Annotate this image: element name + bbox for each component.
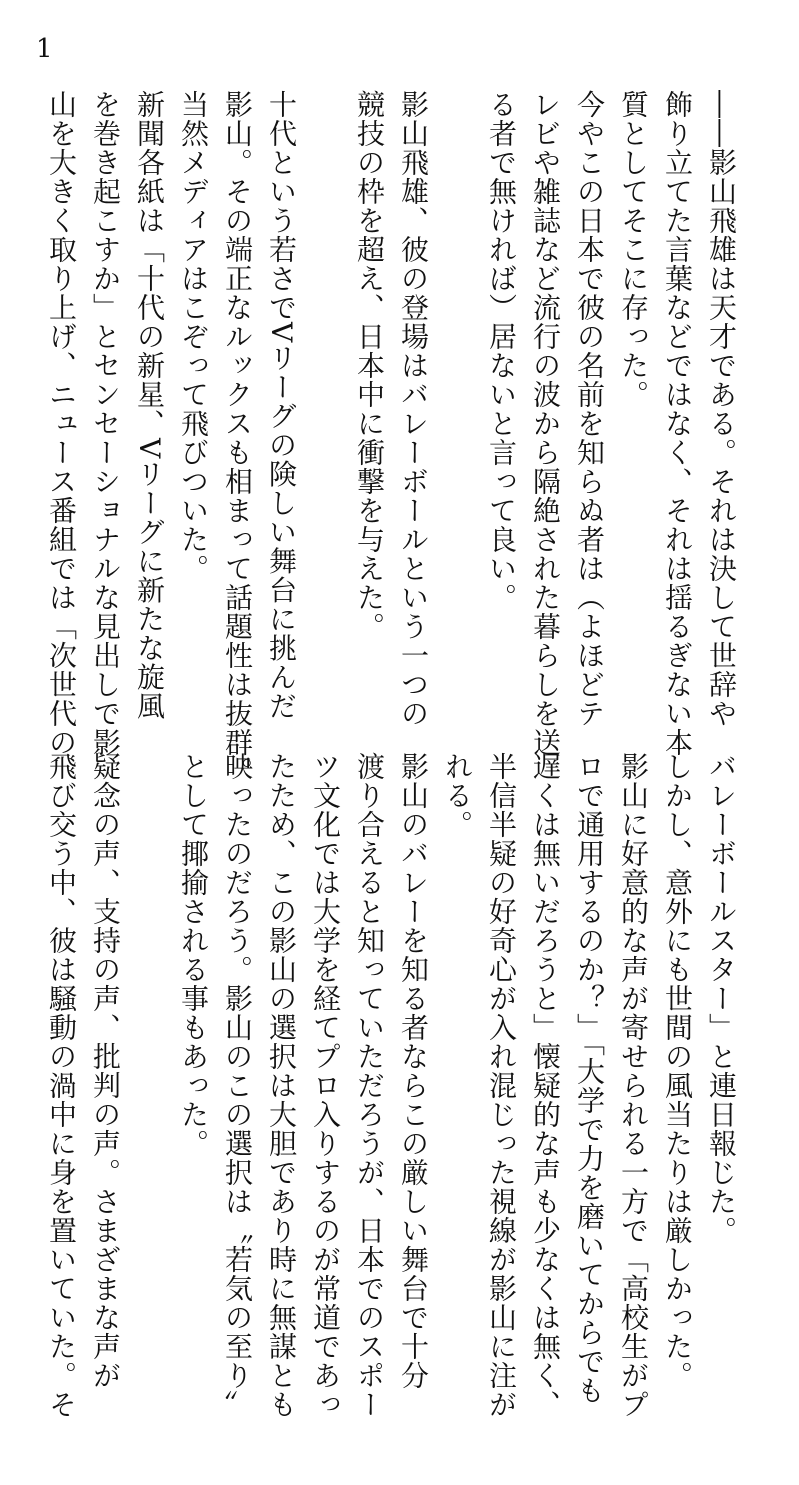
text-line: 当然メディアはこぞって飛びついた。 bbox=[177, 90, 210, 583]
text-line: 飛び交う中、彼は騒動の渦中に身を置いていた。そ bbox=[45, 752, 78, 1419]
text-line: 競技の枠を超え、日本中に衝撃を与えた。 bbox=[353, 90, 386, 641]
text-line: ツ文化では大学を経てプロ入りするのが常道であっ bbox=[309, 752, 342, 1419]
text-line: レビや雑誌など流行の波から隔絶された暮らしを送 bbox=[529, 90, 562, 757]
paragraph-gap bbox=[435, 90, 479, 730]
text-line: たため、この影山の選択は大胆であり時に無謀とも bbox=[265, 752, 298, 1419]
text-line: 疑念の声、支持の声、批判の声。さまざまな声が bbox=[89, 752, 122, 1390]
text-line: 遅くは無いだろうと」懐疑的な声も少なくは無く、 bbox=[529, 752, 562, 1419]
text-line: 今やこの日本で彼の名前を知らぬ者は（よほどテ bbox=[573, 90, 606, 728]
text-line: 影山に好意的な声が寄せられる一方で「高校生がプ bbox=[617, 752, 650, 1419]
text-line: を巻き起こすか」とセンセーショナルな見出しで影 bbox=[89, 90, 122, 757]
text-line: 十代という若さでVリーグの険しい舞台に挑んだ bbox=[265, 90, 298, 721]
text-line: 渡り合えると知っていただろうが、日本でのスポー bbox=[353, 752, 386, 1419]
text-line: 飾り立てた言葉などではなく、それは揺るぎない本 bbox=[661, 90, 694, 757]
text-line: 新聞各紙は「十代の新星、Vリーグに新たな旋風 bbox=[133, 90, 166, 721]
text-block-bottom bbox=[39, 752, 743, 1419]
text-line: バレーボールスター」と連日報じた。 bbox=[705, 752, 738, 1245]
text-line: 影山飛雄、彼の登場はバレーボールという一つの bbox=[397, 90, 430, 728]
text-line: ――影山飛雄は天才である。それは決して世辞や bbox=[705, 90, 738, 728]
text-line: る者で無ければ）居ないと言って良い。 bbox=[485, 90, 518, 612]
text-line: 影山。その端正なルックスも相まって話題性は抜群。 bbox=[221, 90, 254, 786]
text-line: 影山のバレーを知る者ならこの厳しい舞台で十分 bbox=[397, 752, 430, 1390]
text-line: 山を大きく取り上げ、ニュース番組では「次世代の bbox=[45, 90, 78, 757]
text-line: 半信半疑の好奇心が入れ混じった視線が影山に注が bbox=[485, 752, 518, 1419]
paragraph-gap bbox=[127, 752, 171, 1392]
paragraph-gap bbox=[303, 90, 347, 730]
text-line: として揶揄される事もあった。 bbox=[177, 752, 210, 1158]
text-line: 質としてそこに存った。 bbox=[617, 90, 650, 409]
text-block-top bbox=[39, 90, 743, 786]
text-line: 映ったのだろう。影山のこの選択は〝若気の至り〟 bbox=[221, 752, 254, 1419]
page-number: 1 bbox=[36, 34, 53, 64]
text-line: れる。 bbox=[441, 752, 474, 839]
text-line: しかし、意外にも世間の風当たりは厳しかった。 bbox=[661, 752, 694, 1390]
text-line: ロで通用するのか？」「大学で力を磨いてからでも bbox=[573, 752, 606, 1405]
